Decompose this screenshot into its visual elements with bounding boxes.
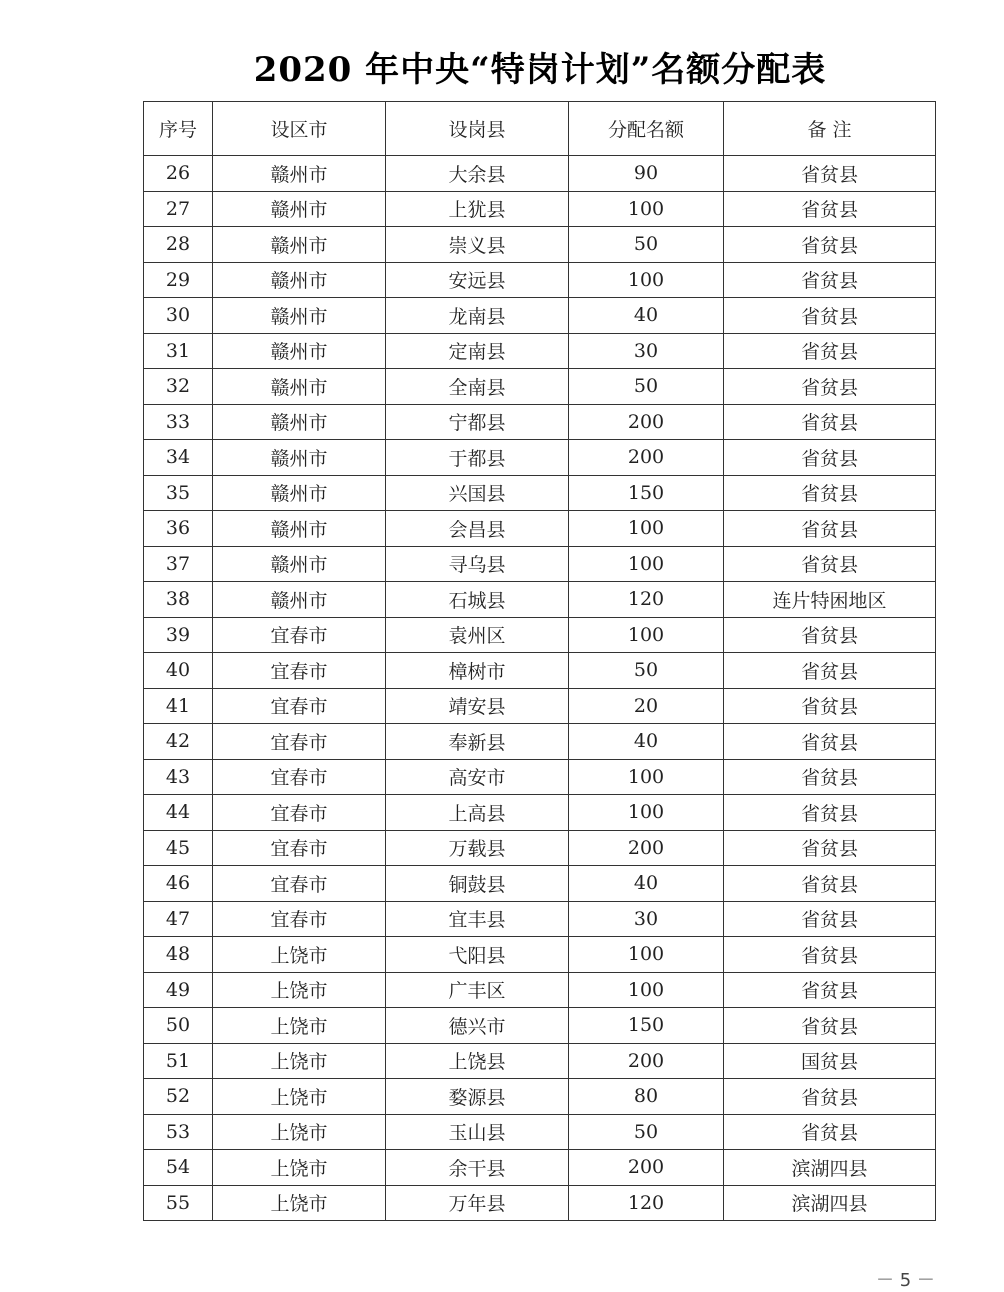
- table-row: [144, 724, 936, 760]
- table-cell: 省贫县: [724, 191, 936, 227]
- table-cell: 省贫县: [724, 688, 936, 724]
- table-cell: 万载县: [386, 830, 569, 866]
- table-cell: 省贫县: [724, 1008, 936, 1044]
- table-cell: 赣州市: [213, 404, 386, 440]
- table-row: [144, 1043, 936, 1079]
- table-cell: 30: [144, 298, 213, 334]
- header-cell: 备 注: [724, 102, 936, 156]
- table-cell: 省贫县: [724, 901, 936, 937]
- table-cell: 200: [569, 404, 724, 440]
- table-cell: 200: [569, 1043, 724, 1079]
- table-row: [144, 1008, 936, 1044]
- table-cell: 赣州市: [213, 511, 386, 547]
- table-cell: 53: [144, 1114, 213, 1150]
- table-cell: 宜春市: [213, 724, 386, 760]
- table-cell: 赣州市: [213, 475, 386, 511]
- table-cell: 省贫县: [724, 1079, 936, 1115]
- table-cell: 赣州市: [213, 227, 386, 263]
- table-cell: 32: [144, 369, 213, 405]
- table-cell: 赣州市: [213, 582, 386, 618]
- table-cell: 50: [569, 1114, 724, 1150]
- table-cell: 宜春市: [213, 901, 386, 937]
- table-cell: 滨湖四县: [724, 1185, 936, 1221]
- table-cell: 省贫县: [724, 830, 936, 866]
- table-row: [144, 511, 936, 547]
- table-cell: 安远县: [386, 262, 569, 298]
- table-row: [144, 795, 936, 831]
- allocation-table: [143, 101, 936, 1221]
- table-row: [144, 1114, 936, 1150]
- table-cell: 100: [569, 759, 724, 795]
- table-cell: 会昌县: [386, 511, 569, 547]
- table-cell: 150: [569, 1008, 724, 1044]
- table-cell: 47: [144, 901, 213, 937]
- table-cell: 宜春市: [213, 795, 386, 831]
- table-row: [144, 972, 936, 1008]
- table-cell: 宜春市: [213, 653, 386, 689]
- table-cell: 40: [569, 724, 724, 760]
- table-cell: 婺源县: [386, 1079, 569, 1115]
- table-cell: 上饶市: [213, 1079, 386, 1115]
- table-row: [144, 653, 936, 689]
- table-row: [144, 688, 936, 724]
- table-cell: 省贫县: [724, 1114, 936, 1150]
- table-row: [144, 1150, 936, 1186]
- table-row: [144, 1185, 936, 1221]
- table-row: [144, 582, 936, 618]
- table-cell: 100: [569, 937, 724, 973]
- table-cell: 50: [569, 227, 724, 263]
- table-cell: 43: [144, 759, 213, 795]
- table-cell: 省贫县: [724, 404, 936, 440]
- table-cell: 49: [144, 972, 213, 1008]
- table-row: [144, 901, 936, 937]
- table-cell: 28: [144, 227, 213, 263]
- table-cell: 宁都县: [386, 404, 569, 440]
- table-row: [144, 404, 936, 440]
- table-cell: 33: [144, 404, 213, 440]
- table-cell: 省贫县: [724, 653, 936, 689]
- table-cell: 省贫县: [724, 440, 936, 476]
- table-cell: 连片特困地区: [724, 582, 936, 618]
- table-cell: 宜春市: [213, 830, 386, 866]
- table-cell: 40: [144, 653, 213, 689]
- table-cell: 石城县: [386, 582, 569, 618]
- table-cell: 定南县: [386, 333, 569, 369]
- table-row: [144, 830, 936, 866]
- table-header-row: [144, 102, 936, 156]
- header-cell: 设区市: [213, 102, 386, 156]
- table-cell: 赣州市: [213, 262, 386, 298]
- table-cell: 奉新县: [386, 724, 569, 760]
- table-cell: 200: [569, 1150, 724, 1186]
- table-cell: 省贫县: [724, 298, 936, 334]
- table-cell: 90: [569, 156, 724, 192]
- table-row: [144, 156, 936, 192]
- table-cell: 大余县: [386, 156, 569, 192]
- table-cell: 55: [144, 1185, 213, 1221]
- table-cell: 50: [569, 369, 724, 405]
- table-row: [144, 298, 936, 334]
- table-row: [144, 262, 936, 298]
- table-cell: 39: [144, 617, 213, 653]
- table-cell: 省贫县: [724, 546, 936, 582]
- table-cell: 29: [144, 262, 213, 298]
- table-cell: 35: [144, 475, 213, 511]
- table-cell: 30: [569, 333, 724, 369]
- table-cell: 120: [569, 582, 724, 618]
- table-row: [144, 937, 936, 973]
- table-row: [144, 866, 936, 902]
- table-cell: 省贫县: [724, 511, 936, 547]
- table-cell: 40: [569, 298, 724, 334]
- table-cell: 宜春市: [213, 759, 386, 795]
- table-cell: 宜春市: [213, 688, 386, 724]
- table-cell: 宜春市: [213, 866, 386, 902]
- table-cell: 省贫县: [724, 937, 936, 973]
- table-cell: 省贫县: [724, 227, 936, 263]
- table-cell: 50: [144, 1008, 213, 1044]
- table-row: [144, 475, 936, 511]
- table-cell: 余干县: [386, 1150, 569, 1186]
- table-cell: 省贫县: [724, 475, 936, 511]
- table-cell: 41: [144, 688, 213, 724]
- table-cell: 省贫县: [724, 369, 936, 405]
- table-row: [144, 227, 936, 263]
- table-cell: 51: [144, 1043, 213, 1079]
- table-cell: 兴国县: [386, 475, 569, 511]
- table-cell: 48: [144, 937, 213, 973]
- table-row: [144, 546, 936, 582]
- table-row: [144, 1079, 936, 1115]
- table-cell: 100: [569, 972, 724, 1008]
- table-cell: 赣州市: [213, 546, 386, 582]
- table-cell: 樟树市: [386, 653, 569, 689]
- table-cell: 54: [144, 1150, 213, 1186]
- table-cell: 赣州市: [213, 440, 386, 476]
- table-cell: 上饶县: [386, 1043, 569, 1079]
- header-cell: 分配名额: [569, 102, 724, 156]
- table-cell: 38: [144, 582, 213, 618]
- table-body: [144, 156, 936, 1221]
- table-cell: 31: [144, 333, 213, 369]
- table-cell: 42: [144, 724, 213, 760]
- table-cell: 全南县: [386, 369, 569, 405]
- table-row: [144, 369, 936, 405]
- table-cell: 36: [144, 511, 213, 547]
- table-cell: 万年县: [386, 1185, 569, 1221]
- table-cell: 滨湖四县: [724, 1150, 936, 1186]
- table-cell: 于都县: [386, 440, 569, 476]
- table-cell: 龙南县: [386, 298, 569, 334]
- table-cell: 宜春市: [213, 617, 386, 653]
- table-row: [144, 617, 936, 653]
- table-cell: 玉山县: [386, 1114, 569, 1150]
- table-cell: 上饶市: [213, 1114, 386, 1150]
- table-cell: 52: [144, 1079, 213, 1115]
- header-cell: 设岗县: [386, 102, 569, 156]
- table-cell: 德兴市: [386, 1008, 569, 1044]
- table-cell: 150: [569, 475, 724, 511]
- table-cell: 100: [569, 617, 724, 653]
- table-cell: 上饶市: [213, 1008, 386, 1044]
- table-cell: 寻乌县: [386, 546, 569, 582]
- table-cell: 100: [569, 795, 724, 831]
- table-cell: 省贫县: [724, 262, 936, 298]
- table-cell: 27: [144, 191, 213, 227]
- table-cell: 靖安县: [386, 688, 569, 724]
- table-row: [144, 440, 936, 476]
- table-cell: 袁州区: [386, 617, 569, 653]
- page-number: － 5 －: [876, 1270, 935, 1291]
- table-cell: 100: [569, 511, 724, 547]
- table-cell: 50: [569, 653, 724, 689]
- table-cell: 铜鼓县: [386, 866, 569, 902]
- table-cell: 赣州市: [213, 369, 386, 405]
- table-cell: 200: [569, 830, 724, 866]
- table-cell: 上饶市: [213, 937, 386, 973]
- table-cell: 省贫县: [724, 724, 936, 760]
- table-cell: 上饶市: [213, 1043, 386, 1079]
- table-cell: 省贫县: [724, 972, 936, 1008]
- table-cell: 省贫县: [724, 617, 936, 653]
- table-row: [144, 333, 936, 369]
- table-cell: 80: [569, 1079, 724, 1115]
- table-cell: 45: [144, 830, 213, 866]
- table-cell: 100: [569, 262, 724, 298]
- table-cell: 100: [569, 546, 724, 582]
- table-cell: 广丰区: [386, 972, 569, 1008]
- table-cell: 省贫县: [724, 333, 936, 369]
- table-cell: 100: [569, 191, 724, 227]
- table-cell: 赣州市: [213, 156, 386, 192]
- table-cell: 弋阳县: [386, 937, 569, 973]
- table-cell: 上饶市: [213, 972, 386, 1008]
- table-cell: 46: [144, 866, 213, 902]
- table-cell: 120: [569, 1185, 724, 1221]
- table-row: [144, 759, 936, 795]
- table-cell: 宜丰县: [386, 901, 569, 937]
- table-cell: 赣州市: [213, 191, 386, 227]
- table-cell: 省贫县: [724, 795, 936, 831]
- table-cell: 44: [144, 795, 213, 831]
- table-cell: 崇义县: [386, 227, 569, 263]
- table-cell: 省贫县: [724, 759, 936, 795]
- table-cell: 赣州市: [213, 298, 386, 334]
- table-cell: 上犹县: [386, 191, 569, 227]
- table-cell: 37: [144, 546, 213, 582]
- header-cell: 序号: [144, 102, 213, 156]
- table-cell: 上高县: [386, 795, 569, 831]
- table-cell: 赣州市: [213, 333, 386, 369]
- page-title: 2020 年中央“特岗计划”名额分配表: [253, 50, 827, 90]
- table-cell: 30: [569, 901, 724, 937]
- table-cell: 26: [144, 156, 213, 192]
- table-row: [144, 191, 936, 227]
- table-cell: 国贫县: [724, 1043, 936, 1079]
- table-cell: 上饶市: [213, 1185, 386, 1221]
- table-cell: 省贫县: [724, 866, 936, 902]
- table-cell: 上饶市: [213, 1150, 386, 1186]
- table-cell: 34: [144, 440, 213, 476]
- table-cell: 40: [569, 866, 724, 902]
- table-cell: 高安市: [386, 759, 569, 795]
- table-cell: 20: [569, 688, 724, 724]
- table-cell: 200: [569, 440, 724, 476]
- table-cell: 省贫县: [724, 156, 936, 192]
